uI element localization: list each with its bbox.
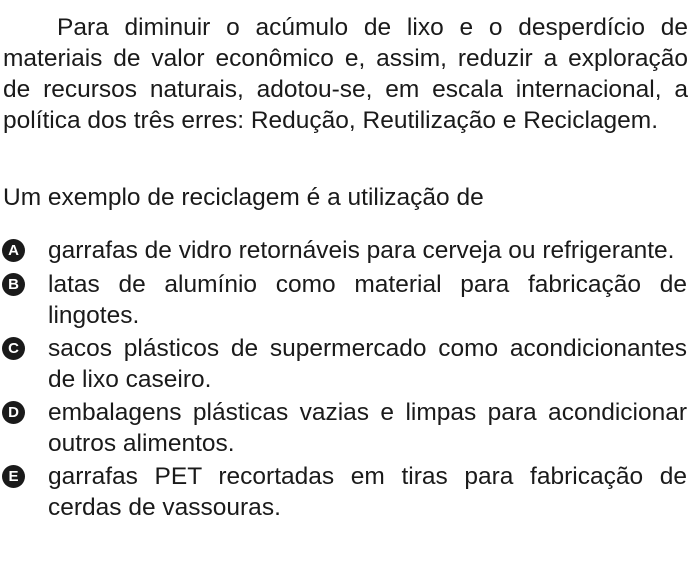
option-e-badge: E bbox=[2, 465, 25, 488]
option-c-text: sacos plásticos de supermercado como acondicionantes de lixo caseiro. bbox=[48, 335, 687, 393]
option-d[interactable] bbox=[0, 397, 700, 459]
question-passage: Para diminuir o acúmulo de lixo e o desperdício de materiais de valor econômico e, assim, reduzir a exploração de recursos naturais, adotou-se, em escala internacional, a política dos três erres: Redução, Reutilização e Reciclagem. bbox=[3, 14, 688, 134]
option-b[interactable] bbox=[0, 269, 700, 331]
option-e[interactable] bbox=[0, 461, 700, 523]
option-b-badge: B bbox=[2, 273, 25, 296]
option-c[interactable] bbox=[0, 333, 700, 395]
option-d-text: embalagens plásticas vazias e limpas para acondicionar outros alimentos. bbox=[48, 399, 687, 457]
option-a-badge: A bbox=[2, 239, 25, 262]
option-e-text: garrafas PET recortadas em tiras para fabricação de cerdas de vassouras. bbox=[48, 463, 687, 521]
answer-options bbox=[0, 235, 700, 525]
option-a-text: garrafas de vidro retornáveis para cerveja ou refrigerante. bbox=[48, 237, 675, 264]
option-c-badge: C bbox=[2, 337, 25, 360]
option-a[interactable] bbox=[0, 235, 700, 266]
question-prompt: Um exemplo de reciclagem é a utilização de bbox=[3, 184, 484, 211]
option-b-text: latas de alumínio como material para fabricação de lingotes. bbox=[48, 271, 687, 329]
option-d-badge: D bbox=[2, 401, 25, 424]
